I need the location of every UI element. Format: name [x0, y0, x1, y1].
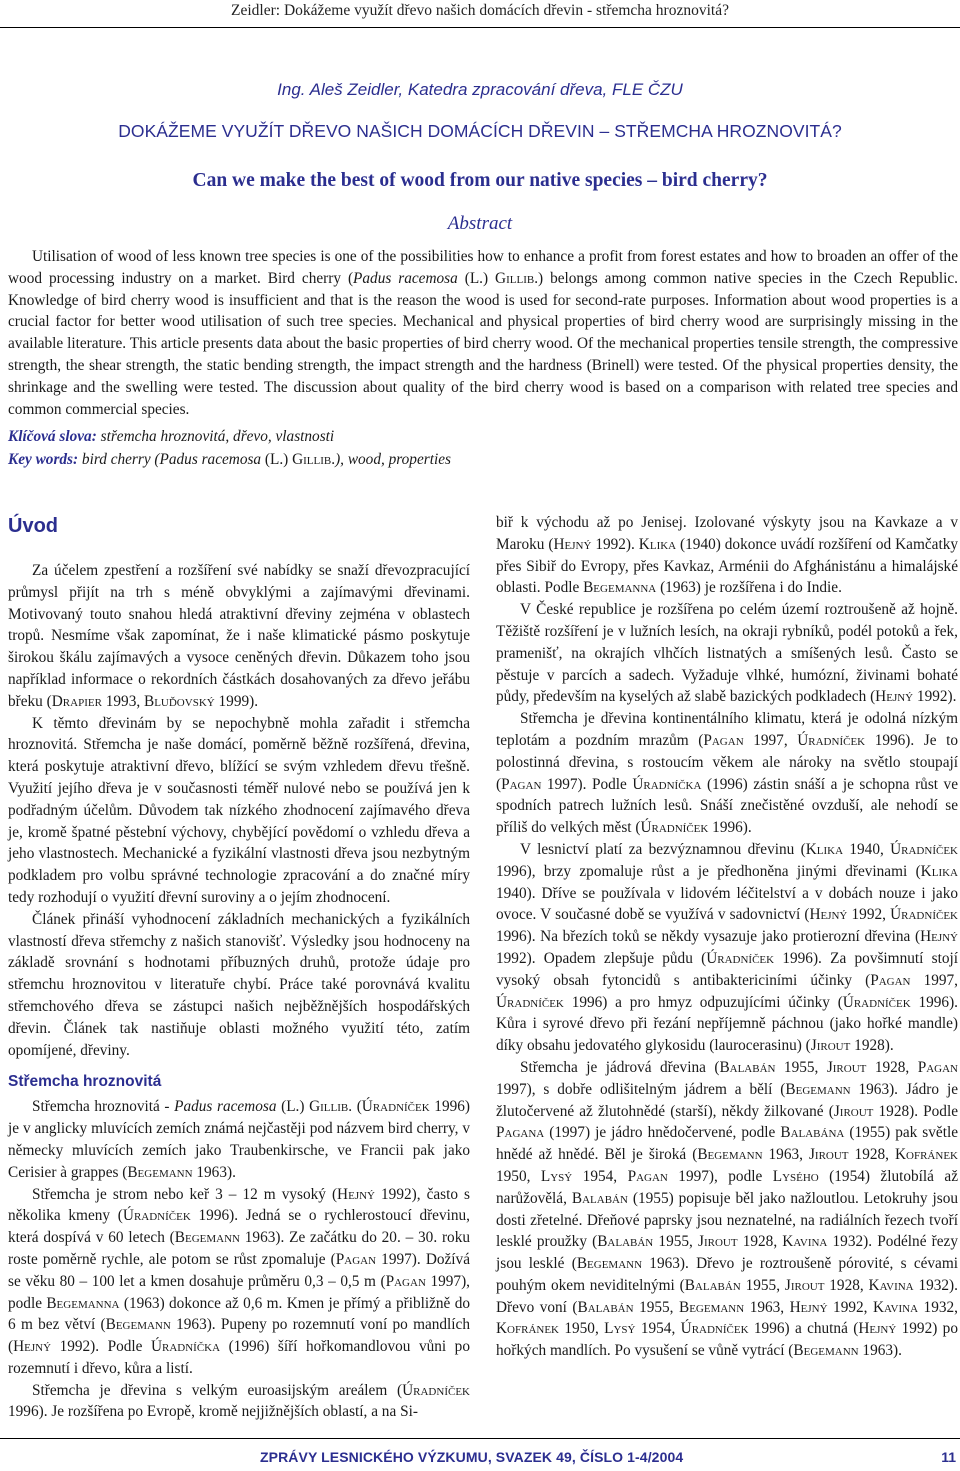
- right-column: [496, 512, 958, 1362]
- paragraph: Střemcha je dřevina kontinentálního klimatu, která je odolná nízkým teplotám a pozdním mrazům (Pagan 1997, Úradníček 1996). Je to polostinná dřevina, s rostoucím věkem ale nároky na světlo stoupají (Pagan 1997). Podle Úradníčka (1996) zástin snáší a je schopna růst ve spodních patrech lužních lesů. Snáší znečistěné ovzduší, ale nehodí se příliš do velkých měst (Úradníček 1996).: [496, 710, 958, 837]
- title-czech: DOKÁŽEME VYUŽÍT DŘEVO NAŠICH DOMÁCÍCH DŘEVIN – STŘEMCHA HROZNOVITÁ?: [118, 121, 842, 141]
- page-number: 11: [941, 1449, 956, 1465]
- abstract-text: Utilisation of wood of less known tree species is one of the possibilities how to enhance a profit from forest estates and how to broaden an offer of the wood processing industry on a market. Bird cherry (Padus racemosa (L.) Gillib.) belongs among common native species in the Czech Republic. Knowledge of bird cherry wood is insufficient and that is the reason the wood is used for second-rate purposes. Information about wood properties is a crucial factor for better wood utilisation of such tree species. Mechanical and physical properties of bird cherry wood are surprisingly missing in the available literature. This article presents data about the basic properties of bird cherry wood. Of the mechanical properties tensile strength, the compressive strength, the shear strength, the static bending strength, the impact strength and the hardness (Brinell) were tested. Of the physical properties density, the shrinkage and the swelling were tested. The discussion about quality of the bird cherry wood is based on a comparison with related tree species and common commercial species.: [8, 248, 959, 418]
- paragraph: Článek přináší vyhodnocení základních mechanických a fyzikálních vlastností dřeva střemchy z našich stanovišť. Výsledky jsou hodnoceny na základě srovnání s hodnotami příbuzných druhů, protože údaje pro střemchu hroznovitou v literatuře chybí. Práce také porovnává kvalitu střemchového dřeva se zástupci našich nejběžnějších hospodářských dřevin. Článek tak nastiňuje oblasti možného využití této, zatím opomíjené, dřeviny.: [8, 910, 470, 1059]
- paragraph: V lesnictví platí za bezvýznamnou dřevinu (Klika 1940, Úradníček 1996), brzy zpomaluje růst a je předhoněna jinými dřevinami (Klika 1940). Dříve se používala v lidovém léčitelství a v dobách nouze i jako ovoce. V současné době se využívá v sadovnictví (Hejný 1992, Úradníček 1996). Na březích toků se někdy vysazuje jako protierozní dřevina (Hejný 1992). Opadem zlepšuje půdu (Úradníček 1996). Za povšimnutí stojí vysoký obsah fytoncidů s antibaktericiními účinky (Pagan 1997, Úradníček 1996) a pro hmyz odpuzujícími účinky (Úradníček 1996). Kůra i syrové dřevo při řezání nepříjemně páchnou (jako hořké mandle) díky obsahu jedovatého glykosidu (laurocerasinu) (Jirout 1928).: [496, 840, 958, 1055]
- footer-rule: [0, 1438, 960, 1439]
- paragraph: Za účelem zpestření a rozšíření své nabídky se snaží dřevozpracující průmysl přijít na trh s méně obvyklými a zajímavými dřevinami. Motivovaný touto snahou hledá atraktivní dřeviny zejména v oblastech tropů. Nesmíme však zapomínat, že i naše klimatické pásmo poskytuje širokou škálu zajímavých a vysoce ceněných dřevin. Důkazem toho jsou například informace o rekordních částkách dosahovaných za dřevo jeřábu břeku (Drapier 1993, Bluďovský 1999).: [8, 562, 470, 710]
- left-column: [8, 512, 470, 1423]
- abstract-heading: Abstract: [447, 213, 513, 234]
- journal-footer: ZPRÁVY LESNICKÉHO VÝZKUMU, SVAZEK 49, ČÍSLO 1-4/2004: [260, 1449, 684, 1465]
- keywords-czech: Klíčová slova: střemcha hroznovitá, dřevo, vlastnosti: [8, 428, 335, 445]
- header-rule: [0, 27, 960, 28]
- paragraph: biř k východu až po Jenisej. Izolované výskyty jsou na Kavkaze a v Maroku (Hejný 1992). Klika (1940) dokonce uvádí rozšíření od Kamčatky přes Sibiř do Evropy, přes Kavkaz, Arménii do Afghánistánu a himalájské oblasti. Podle Begemanna (1963) je rozšířena i do Indie.: [496, 514, 958, 597]
- paragraph: Střemcha hroznovitá - Padus racemosa (L.) Gillib. (Úradníček 1996) je v anglicky mluvících zemích známá nejčastěji pod názvem bird cherry, v německy mluvících zemích jako Traubenkirsche, ve Francii pak jako Cerisier à grappes (Begemann 1963).: [8, 1098, 470, 1181]
- running-head: Zeidler: Dokážeme využít dřevo našich domácích dřevin - střemcha hroznovitá?: [231, 2, 729, 19]
- title-english: Can we make the best of wood from our native species – bird cherry?: [192, 170, 768, 191]
- paragraph: Střemcha je strom nebo keř 3 – 12 m vysoký (Hejný 1992), často s několika kmeny (Úradníček 1996). Jedná se o rychlerostoucí dřevinu, která dospívá v 60 letech (Begemann 1963). Ze začátku do 20. – 30. roku roste poměrně rychle, ale potom se růst zpomaluje (Pagan 1997). Dožívá se věku 80 – 100 let a kmen dosahuje průměru 0,3 – 0,5 m (Pagan 1997), podle Begemanna (1963) dokonce až 0,6 m. Kmen je přímý a přibližně do 6 m bez větví (Begemann 1963). Pupeny po rozemnutí voní po mandlích (Hejný 1992). Podle Úradníčka (1996) šíří hořkomandlovou vůni po rozemnutí i dřevo, kůra a listí.: [8, 1185, 471, 1377]
- section-heading-species: Střemcha hroznovitá: [8, 1073, 162, 1091]
- paragraph: K těmto dřevinám by se nepochybně mohla zařadit i střemcha hroznovitá. Střemcha je naše domácí, poměrně běžně rozšířená, dřevina, která poskytuje atraktivní dřevo, blížící se svým vzhledem dřevu třešně. Využití jejího dřeva je v současnosti téměř nulové nebo se používá jen k podřadným účelům. Důvodem tak nízkého zhodnocení zajímavého dřeva je, kromě špatné pěstební výchovy, chybějící povědomí o vzhledu dřeva a jeho vlastnostech. Mechanické a fyzikální vlastnosti dřeva jsou nezbytným podkladem pro volbu správné technologie zpracování a do značné míry tedy rozhodují o využití dřevní suroviny a o jejím zhodnocení.: [8, 714, 470, 906]
- paragraph: Střemcha je jádrová dřevina (Balabán 1955, Jirout 1928, Pagan 1997), s dobře odlišitelným jádrem a bělí (Begemann 1963). Jádro je žlutočervené až žlutohnědé (starší), někdy žilkované (Jirout 1928). Podle Pagana (1997) je jádro hnědočervené, podle Balabána (1955) pak světle hnědé až hnědé. Běl je široká (Begemann 1963, Jirout 1928, Kofránek 1950, Lysý 1954, Pagan 1997), podle Lysého (1954) žlutobílá až narůžovělá, Balabán (1955) popisuje běl jako nažloutlou. Letokruhy jsou dosti zřetelné. Dřeňové paprsky jsou neznatelné, na radiálních řezech tvoří lesklé proužky (Balabán 1955, Jirout 1928, Kavina 1932). Podélné řezy jsou lesklé (Begemann 1963). Dřevo je roztroušeně pórovité, s cévami pouhým okem neviditelnými (Balabán 1955, Jirout 1928, Kavina 1932). Dřevo voní (Balabán 1955, Begemann 1963, Hejný 1992, Kavina 1932, Kofránek 1950, Lysý 1954, Úradníček 1996) a chutná (Hejný 1992) po hořkých mandlích. Po vysušení se vůně vytrácí (Begemann 1963).: [496, 1058, 958, 1360]
- keywords-english: Key words: bird cherry (Padus racemosa (L.) Gillib.), wood, properties: [8, 451, 451, 468]
- paragraph: Střemcha je dřevina s velkým euroasijským areálem (Úradníček 1996). Je rozšířena po Evropě, kromě nejjižnějších oblastí, a na Si-: [8, 1381, 470, 1421]
- paragraph: V České republice je rozšířena po celém území roztroušeně až hojně. Těžiště rozšíření je v lužních lesích, na okraji rybníků, podél potoků a řek, pramenišť, na okrajích vlhčích listnatých a smíšených lesů. Často se pěstuje v parcích a sadech. Vyžaduje vlhké, humózní, živinami bohaté půdy, především na kyselých až slabě bazických podkladech (Hejný 1992).: [496, 601, 958, 706]
- section-heading-intro: Úvod: [8, 515, 58, 537]
- author-line: Ing. Aleš Zeidler, Katedra zpracování dřeva, FLE ČZU: [277, 80, 683, 99]
